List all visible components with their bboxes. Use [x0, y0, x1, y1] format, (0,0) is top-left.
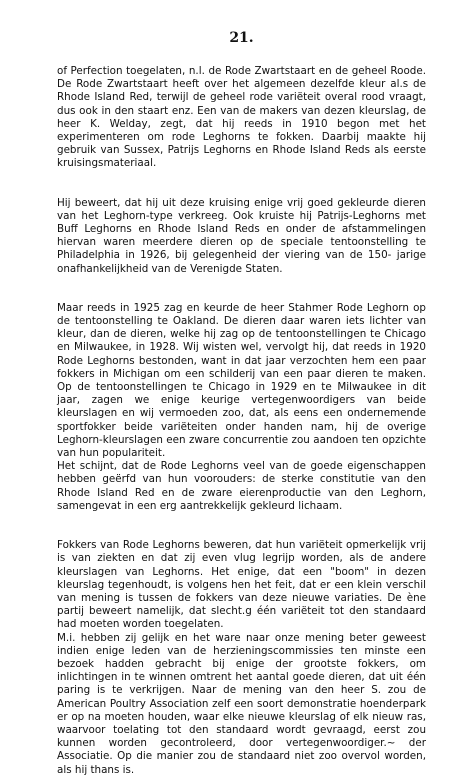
paragraph-crossing: Hij beweert, dat hij uit deze kruising enige vrij goed gekleurde dieren van het Leghorn-type verkreeg. Ook kruiste hij Patrijs-Leghorns met Buff Leghorns en Rhode Island Reds en onder de afstammelingen hiervan waren meerdere dieren op de speciale tentoonstelling te Philadelphia in 1926, bij gelegenheid der viering van de 150- jarige onafhankelijkheid van de Verenigde Staten.: [57, 196, 426, 275]
paragraph-breeders-claims: Fokkers van Rode Leghorns beweren, dat hun variëteit opmerkelijk vrij is van ziekten en dat zij even vlug legrijp worden, als de andere kleurslagen van Leghorns. Het enige, dat een "boom" in dezen kleurslag tegenhoudt, is volgens hen het feit, dat er een klein verschil van mening is tussen de fokkers van deze nieuwe variaties. De ène partij beweert namelijk, dat slecht.g één variëteit tot den standaard had moeten worden toegelaten.: [57, 539, 426, 631]
paragraph-opinion: M.i. hebben zij gelijk en het ware naar onze mening beter geweest indien enige leden van de herzieningscommissies ten minste een bezoek hadden gebracht bij enige der grootste fokkers, om inlichtingen in te winnen omtrent het aantal goede dieren, dat uit één paring is te verkrijgen. Naar de mening van den heer S. zou de American Poultry Association zelf een soort demonstratie hoenderpark er op na moeten houden, waar elke nieuwe kleurslag of elk nieuw ras, waarvoor toelating tot den standaard wordt gevraagd, eerst zou kunnen worden gecontroleerd, door vertegenwoordiger.~ der Associatie. Op die manier zou de standaard niet zoo overvol worden, als hij thans is.: [57, 631, 426, 776]
page-number: 21.: [229, 30, 254, 46]
paragraph-inheritance: Het schijnt, dat de Rode Leghorns veel van de goede eigenschappen hebben geërfd van hun voorouders: de sterke constitutie van den Rhode Island Red en de zware eierenproductie van den Leghorn, samengevat in een erg aantrekkelijk gekleurd lichaam.: [57, 460, 426, 512]
paragraph-origin: of Perfection toegelaten, n.l. de Rode Zwartstaart en de geheel Roode. De Rode Zwartstaart heeft over het algemeen dezelfde kleur al.s de Rhode Island Red, terwijl de geheel rode variëteit overal rood vraagt, dus ook in den staart enz. Een van de makers van dezen kleurslag, de heer K. Welday, zegt, dat hij reeds in 1910 begon met het experimenteren om rode Leghorns te fokken. Daarbij maakte hij gebruik van Sussex, Patrijs Leghorns en Rhode Island Reds als eerste kruisingsmateriaal.: [57, 65, 426, 170]
paragraph-exhibitions: Maar reeds in 1925 zag en keurde de heer Stahmer Rode Leghorn op de tentoonstelling te Oakland. De dieren daar waren iets lichter van kleur, dan de dieren, welke hij zag op de tentoonstellingen te Chicago en Milwaukee, in 1928. Wij wisten wel, vervolgt hij, dat reeds in 1920 Rode Leghorns bestonden, want in dat jaar verzochten hem een paar fokkers in Michigan om een schilderij van een paar dieren te maken. Op de tentoonstellingen te Chicago in 1929 en te Milwaukee in dit jaar, zagen we enige keurige vertegenwoordigers van beide kleurslagen en wij vermoeden zoo, dat, als eens een ondernemende sportfokker beide variëteiten onder handen nam, hij de overige Leghorn-kleurslagen een zware concurrentie zou aandoen ten opzichte van hun populariteit.: [57, 301, 426, 460]
